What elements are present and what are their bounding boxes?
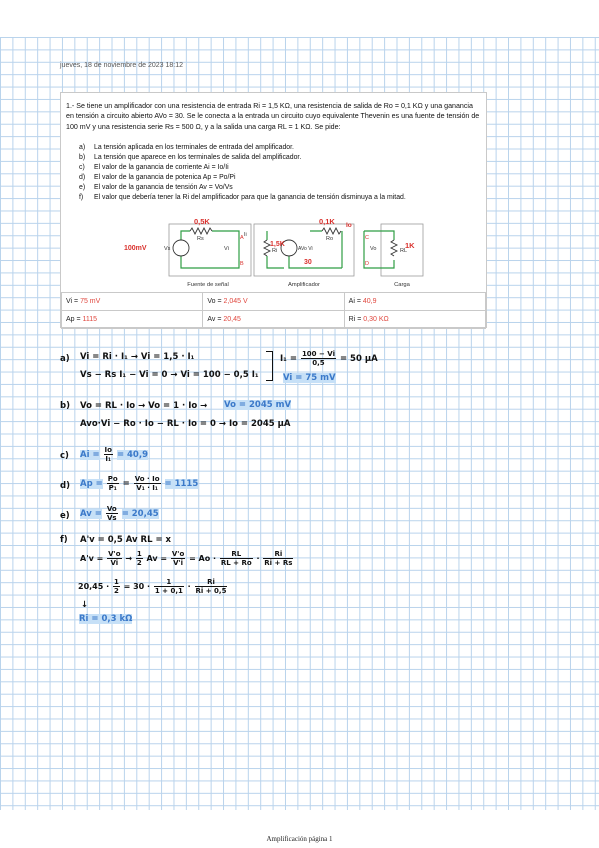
vi-label: Vi — [224, 246, 229, 252]
node-b-label: B — [240, 261, 244, 267]
question-item: f) El valor que debería tener la Ri del amplificador para que la ganancia de tensión disminuya a la mitad. — [79, 193, 406, 201]
table-row — [62, 311, 486, 329]
note-timestamp: jueves, 18 de noviembre de 2023 18:12 — [60, 62, 183, 69]
ri-label: Ri — [272, 248, 278, 254]
system-bracket — [266, 351, 273, 381]
node-a-label: A — [240, 235, 244, 241]
voltage-source-icon — [173, 240, 189, 256]
answer-b-line2: Avo·Vi − Ro · Io − RL · Io = 0 → Io = 2045 μA — [80, 419, 291, 429]
rl-resistor — [391, 240, 397, 256]
answer-f-line2: A'v = $\frac{V'o}{Vi}$ → $\frac{1}{2}$ Av = $\frac{V'o}{V'i}$ = Ao · $\frac{RL}{RL + Ro}$ · $\frac{Ri}{Ri + Rs}$ — [80, 550, 293, 567]
problem-statement: 1.- Se tiene un amplificador con una resistencia de entrada Ri = 1,5 KΩ, una resistencia de salida de Ro = 0,1 KΩ y una ganancia en tensión a circuito abierto AVo = 30. Se le conecta a la entrada un circuito cuyo equivalente Thevenin es una fuente de tensión de 100 mV y una resistencia serie Rs = 500 Ω, y a la salida una carga RL = 1 KΩ. Se pide: — [66, 102, 480, 131]
ro-resistor — [322, 228, 341, 234]
rs-resistor — [190, 228, 212, 234]
answer-a-line1: Vi = Ri · I₁ → Vi = 1,5 · I₁ — [80, 352, 195, 362]
answer-a-label: a) — [60, 354, 70, 364]
page-footer: Amplificación página 1 — [266, 835, 333, 843]
answer-d-equation: Ap = $\frac{Po}{\text{P₁}}$ = $\frac{Vo \cdot Io}{\text{V₁ · I₁}}$ = 1115 — [80, 475, 199, 492]
answer-a-result: Vi = 75 mV — [283, 373, 336, 383]
answer-e-equation: Av = $\frac{Vo}{Vs}$ = 20,45 — [80, 505, 159, 522]
result-cell-ap: Ap = 1115 — [62, 311, 203, 329]
problem-card — [60, 92, 487, 328]
answer-a-current: I₁ = $\frac{100 - Vi}{0,5}$ = 50 μA — [280, 350, 378, 367]
answer-d-label: d) — [60, 481, 70, 491]
answer-c-label: c) — [60, 451, 69, 461]
rs-value-label: 0,5K — [194, 217, 210, 226]
answer-f-line3: 20,45 · $\frac{1}{2}$ = 30 · $\frac{1}{1 + 0,1}$ · $\frac{Ri}{Ri + 0,5}$ — [78, 578, 227, 595]
ri-value-label: 1,5K — [270, 241, 285, 248]
node-d-label: D — [365, 261, 369, 267]
results-table — [61, 292, 486, 329]
result-cell-ri: Ri = 0,30 KΩ — [344, 311, 485, 329]
down-arrow-icon: ↓ — [81, 600, 89, 610]
answer-b-line1: Vo = RL · Io → Vo = 1 · Io → — [80, 401, 208, 411]
question-list — [79, 143, 406, 202]
rl-value-label: 1K — [405, 241, 415, 250]
question-item: a) La tensión aplicada en los terminales de entrada del amplificador. — [79, 144, 294, 151]
gain-value-label: 30 — [304, 259, 312, 266]
rs-label: Rs — [197, 236, 204, 242]
vo-label: Vo — [370, 246, 377, 252]
answer-f-line1: A'v = 0,5 Av RL = x — [80, 535, 172, 545]
answer-c-equation: Ai = $\frac{Io}{\text{I₁}}$ = 40,9 — [80, 446, 148, 463]
question-item: d) El valor de la ganancia de potenica Ap = Po/Pi — [79, 173, 236, 181]
rl-label: RL — [400, 248, 408, 254]
question-item: c) El valor de la ganancia de corriente Ai = Io/Ii — [79, 163, 229, 171]
answer-f-result: Ri = 0,3 kΩ — [79, 614, 133, 624]
source-value-label: 100mV — [124, 245, 147, 252]
vs-label: Vs — [164, 246, 171, 252]
ro-value-label: 0,1K — [319, 217, 335, 226]
node-c-label: C — [365, 235, 369, 241]
ii-label: Ii — [244, 232, 247, 238]
result-cell-av: Av = 20,45 — [203, 311, 344, 329]
result-cell-vi: Vi = 75 mV — [62, 293, 203, 311]
result-cell-vo: Vo = 2,045 V — [203, 293, 344, 311]
result-cell-ai: Ai = 40,9 — [344, 293, 485, 311]
question-item: b) La tensión que aparece en los terminales de salida del amplificador. — [79, 153, 302, 161]
avo-label: AVo Vi — [298, 246, 313, 252]
block-title-load: Carga — [394, 282, 410, 288]
answer-f-label: f) — [60, 535, 68, 545]
block-title-source: Fuente de señal — [187, 282, 229, 288]
question-item: e) El valor de la ganancia de tensión Av = Vo/Vs — [79, 183, 233, 191]
amplifier-circuit-diagram — [124, 216, 429, 292]
answer-b-label: b) — [60, 401, 70, 411]
answer-b-vo-result: Vo = 2045 mV — [224, 400, 292, 410]
table-row — [62, 293, 486, 311]
ro-label: Ro — [326, 236, 334, 242]
answer-e-label: e) — [60, 511, 70, 521]
block-title-amplifier: Amplificador — [288, 282, 320, 288]
answer-a-line2: Vs − Rs I₁ − Vi = 0 → Vi = 100 − 0,5 I₁ — [80, 370, 259, 380]
io-arrow-label: Io — [346, 222, 352, 229]
